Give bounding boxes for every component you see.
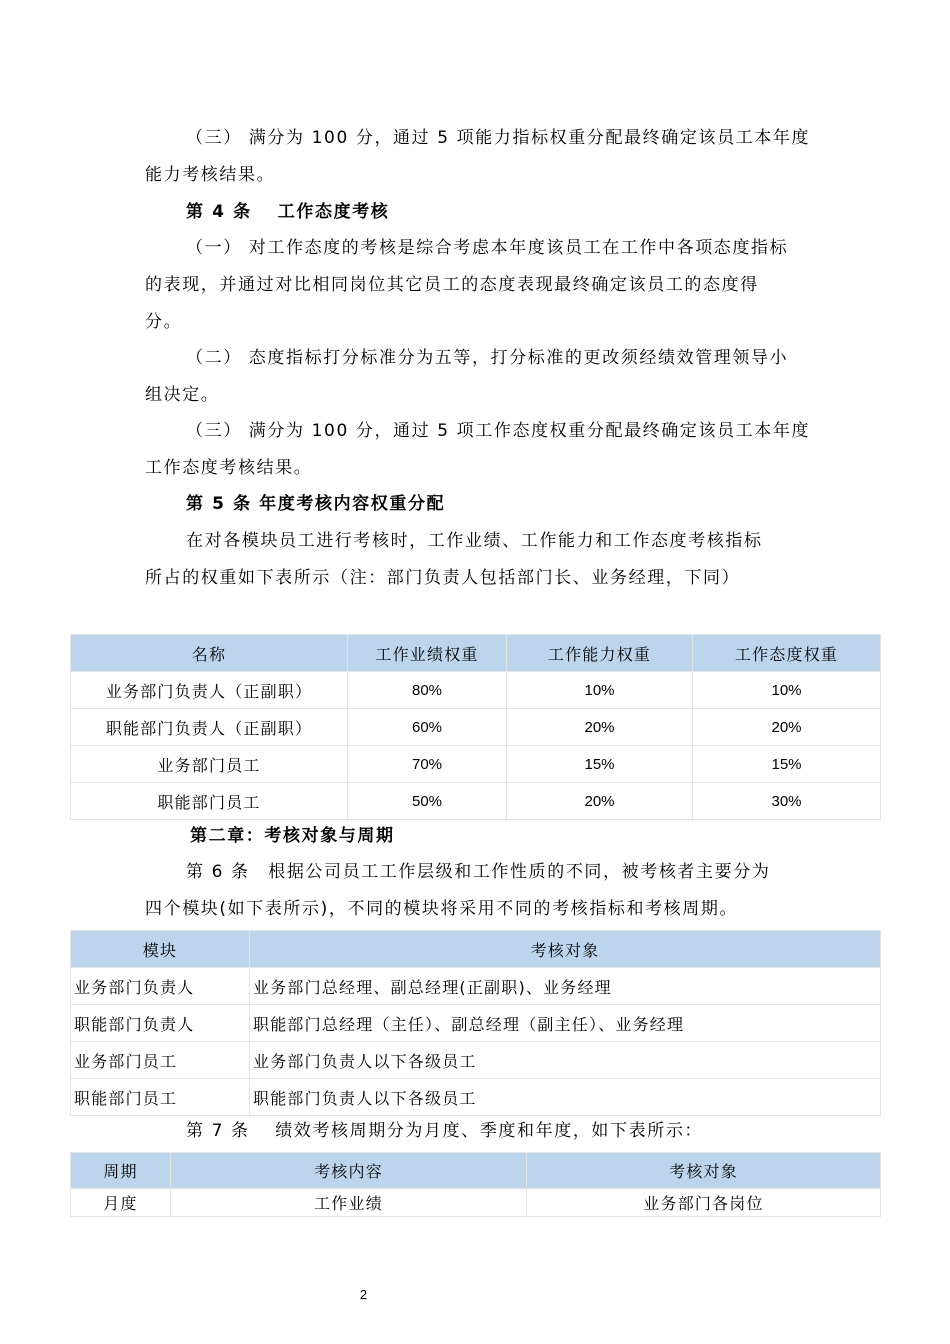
table-cell: 工作业绩 — [171, 1189, 527, 1217]
paragraph-attitude-2-cont: 组决定。 — [145, 385, 220, 405]
article-5-heading: 第 5 条 年度考核内容权重分配 — [186, 494, 446, 514]
paragraph-attitude-3-cont: 工作态度考核结果。 — [145, 458, 313, 478]
table-cell: 20% — [693, 709, 881, 746]
chapter-2-heading: 第二章：考核对象与周期 — [190, 826, 395, 846]
table-cell: 业务部门负责人 — [71, 968, 250, 1005]
paragraph-attitude-1-cont: 的表现，并通过对比相同岗位其它员工的态度表现最终确定该员工的态度得 — [145, 275, 759, 295]
table-header-cell: 考核内容 — [171, 1153, 527, 1189]
table-cell: 20% — [507, 709, 693, 746]
paragraph-weight: 在对各模块员工进行考核时，工作业绩、工作能力和工作态度考核指标 — [186, 531, 763, 551]
table-cell: 职能部门员工 — [71, 1079, 250, 1116]
table-cell: 15% — [507, 746, 693, 783]
table-cell: 业务部门员工 — [71, 1042, 250, 1079]
table-header-cell: 工作能力权重 — [507, 635, 693, 672]
paragraph-attitude-2: （二） 态度指标打分标准分为五等，打分标准的更改须经绩效管理领导小 — [186, 348, 789, 368]
paragraph-ability-score: （三） 满分为 100 分，通过 5 项能力指标权重分配最终确定该员工本年度 — [186, 128, 811, 148]
table-cell: 50% — [348, 783, 507, 820]
table-header-cell: 名称 — [71, 635, 348, 672]
table-row — [71, 746, 881, 783]
paragraph-attitude-1-cont2: 分。 — [145, 312, 183, 332]
table-header-row — [71, 635, 881, 672]
cycle-table — [70, 1152, 881, 1217]
module-table — [70, 930, 881, 1116]
weight-table — [70, 634, 881, 820]
table-cell: 20% — [507, 783, 693, 820]
table-row — [71, 709, 881, 746]
table-row — [71, 968, 881, 1005]
table-cell: 职能部门负责人（正副职） — [71, 709, 348, 746]
paragraph-attitude-3: （三） 满分为 100 分，通过 5 项工作态度权重分配最终确定该员工本年度 — [186, 421, 811, 441]
page-number: 2 — [359, 1287, 368, 1302]
article-7-paragraph — [186, 1121, 703, 1141]
table-cell: 职能部门员工 — [71, 783, 348, 820]
table-header-cell: 工作业绩权重 — [348, 635, 507, 672]
table-row — [71, 1042, 881, 1079]
table-row — [71, 1005, 881, 1042]
article-6-paragraph: 第 6 条 根据公司员工工作层级和工作性质的不同，被考核者主要分为 — [186, 862, 771, 882]
table-cell: 业务部门负责人（正副职） — [71, 672, 348, 709]
table-header-row — [71, 1153, 881, 1189]
table-row — [71, 783, 881, 820]
table-cell: 业务部门负责人以下各级员工 — [250, 1042, 881, 1079]
table-cell: 业务部门员工 — [71, 746, 348, 783]
table-cell: 10% — [693, 672, 881, 709]
article-4-heading: 第 4 条 工作态度考核 — [186, 202, 390, 222]
table-row — [71, 1079, 881, 1116]
table-cell: 10% — [507, 672, 693, 709]
table-row — [71, 672, 881, 709]
table-header-row — [71, 931, 881, 968]
table-row — [71, 1189, 881, 1217]
table-header-cell: 考核对象 — [527, 1153, 881, 1189]
table-cell: 月度 — [71, 1189, 171, 1217]
table-cell: 业务部门各岗位 — [527, 1189, 881, 1217]
table-cell: 30% — [693, 783, 881, 820]
table-cell: 60% — [348, 709, 507, 746]
table-cell: 职能部门总经理（主任）、副总经理（副主任）、业务经理 — [250, 1005, 881, 1042]
table-cell: 80% — [348, 672, 507, 709]
table-header-cell: 工作态度权重 — [693, 635, 881, 672]
article-6-paragraph-cont: 四个模块(如下表所示)，不同的模块将采用不同的考核指标和考核周期。 — [145, 899, 739, 919]
table-cell: 70% — [348, 746, 507, 783]
table-header-cell: 模块 — [71, 931, 250, 968]
table-header-cell: 周期 — [71, 1153, 171, 1189]
table-cell: 职能部门负责人以下各级员工 — [250, 1079, 881, 1116]
table-header-cell: 考核对象 — [250, 931, 881, 968]
table-cell: 业务部门总经理、副总经理(正副职)、业务经理 — [250, 968, 881, 1005]
table-cell: 职能部门负责人 — [71, 1005, 250, 1042]
paragraph-ability-score-cont: 能力考核结果。 — [145, 165, 276, 185]
paragraph-attitude-1: （一） 对工作态度的考核是综合考虑本年度该员工在工作中各项态度指标 — [186, 238, 789, 258]
table-cell: 15% — [693, 746, 881, 783]
paragraph-weight-cont: 所占的权重如下表所示（注：部门负责人包括部门长、业务经理，下同） — [145, 568, 741, 588]
article-7-text: 第 7 条 绩效考核周期分为月度、季度和年度，如下表所示： — [186, 1121, 704, 1141]
